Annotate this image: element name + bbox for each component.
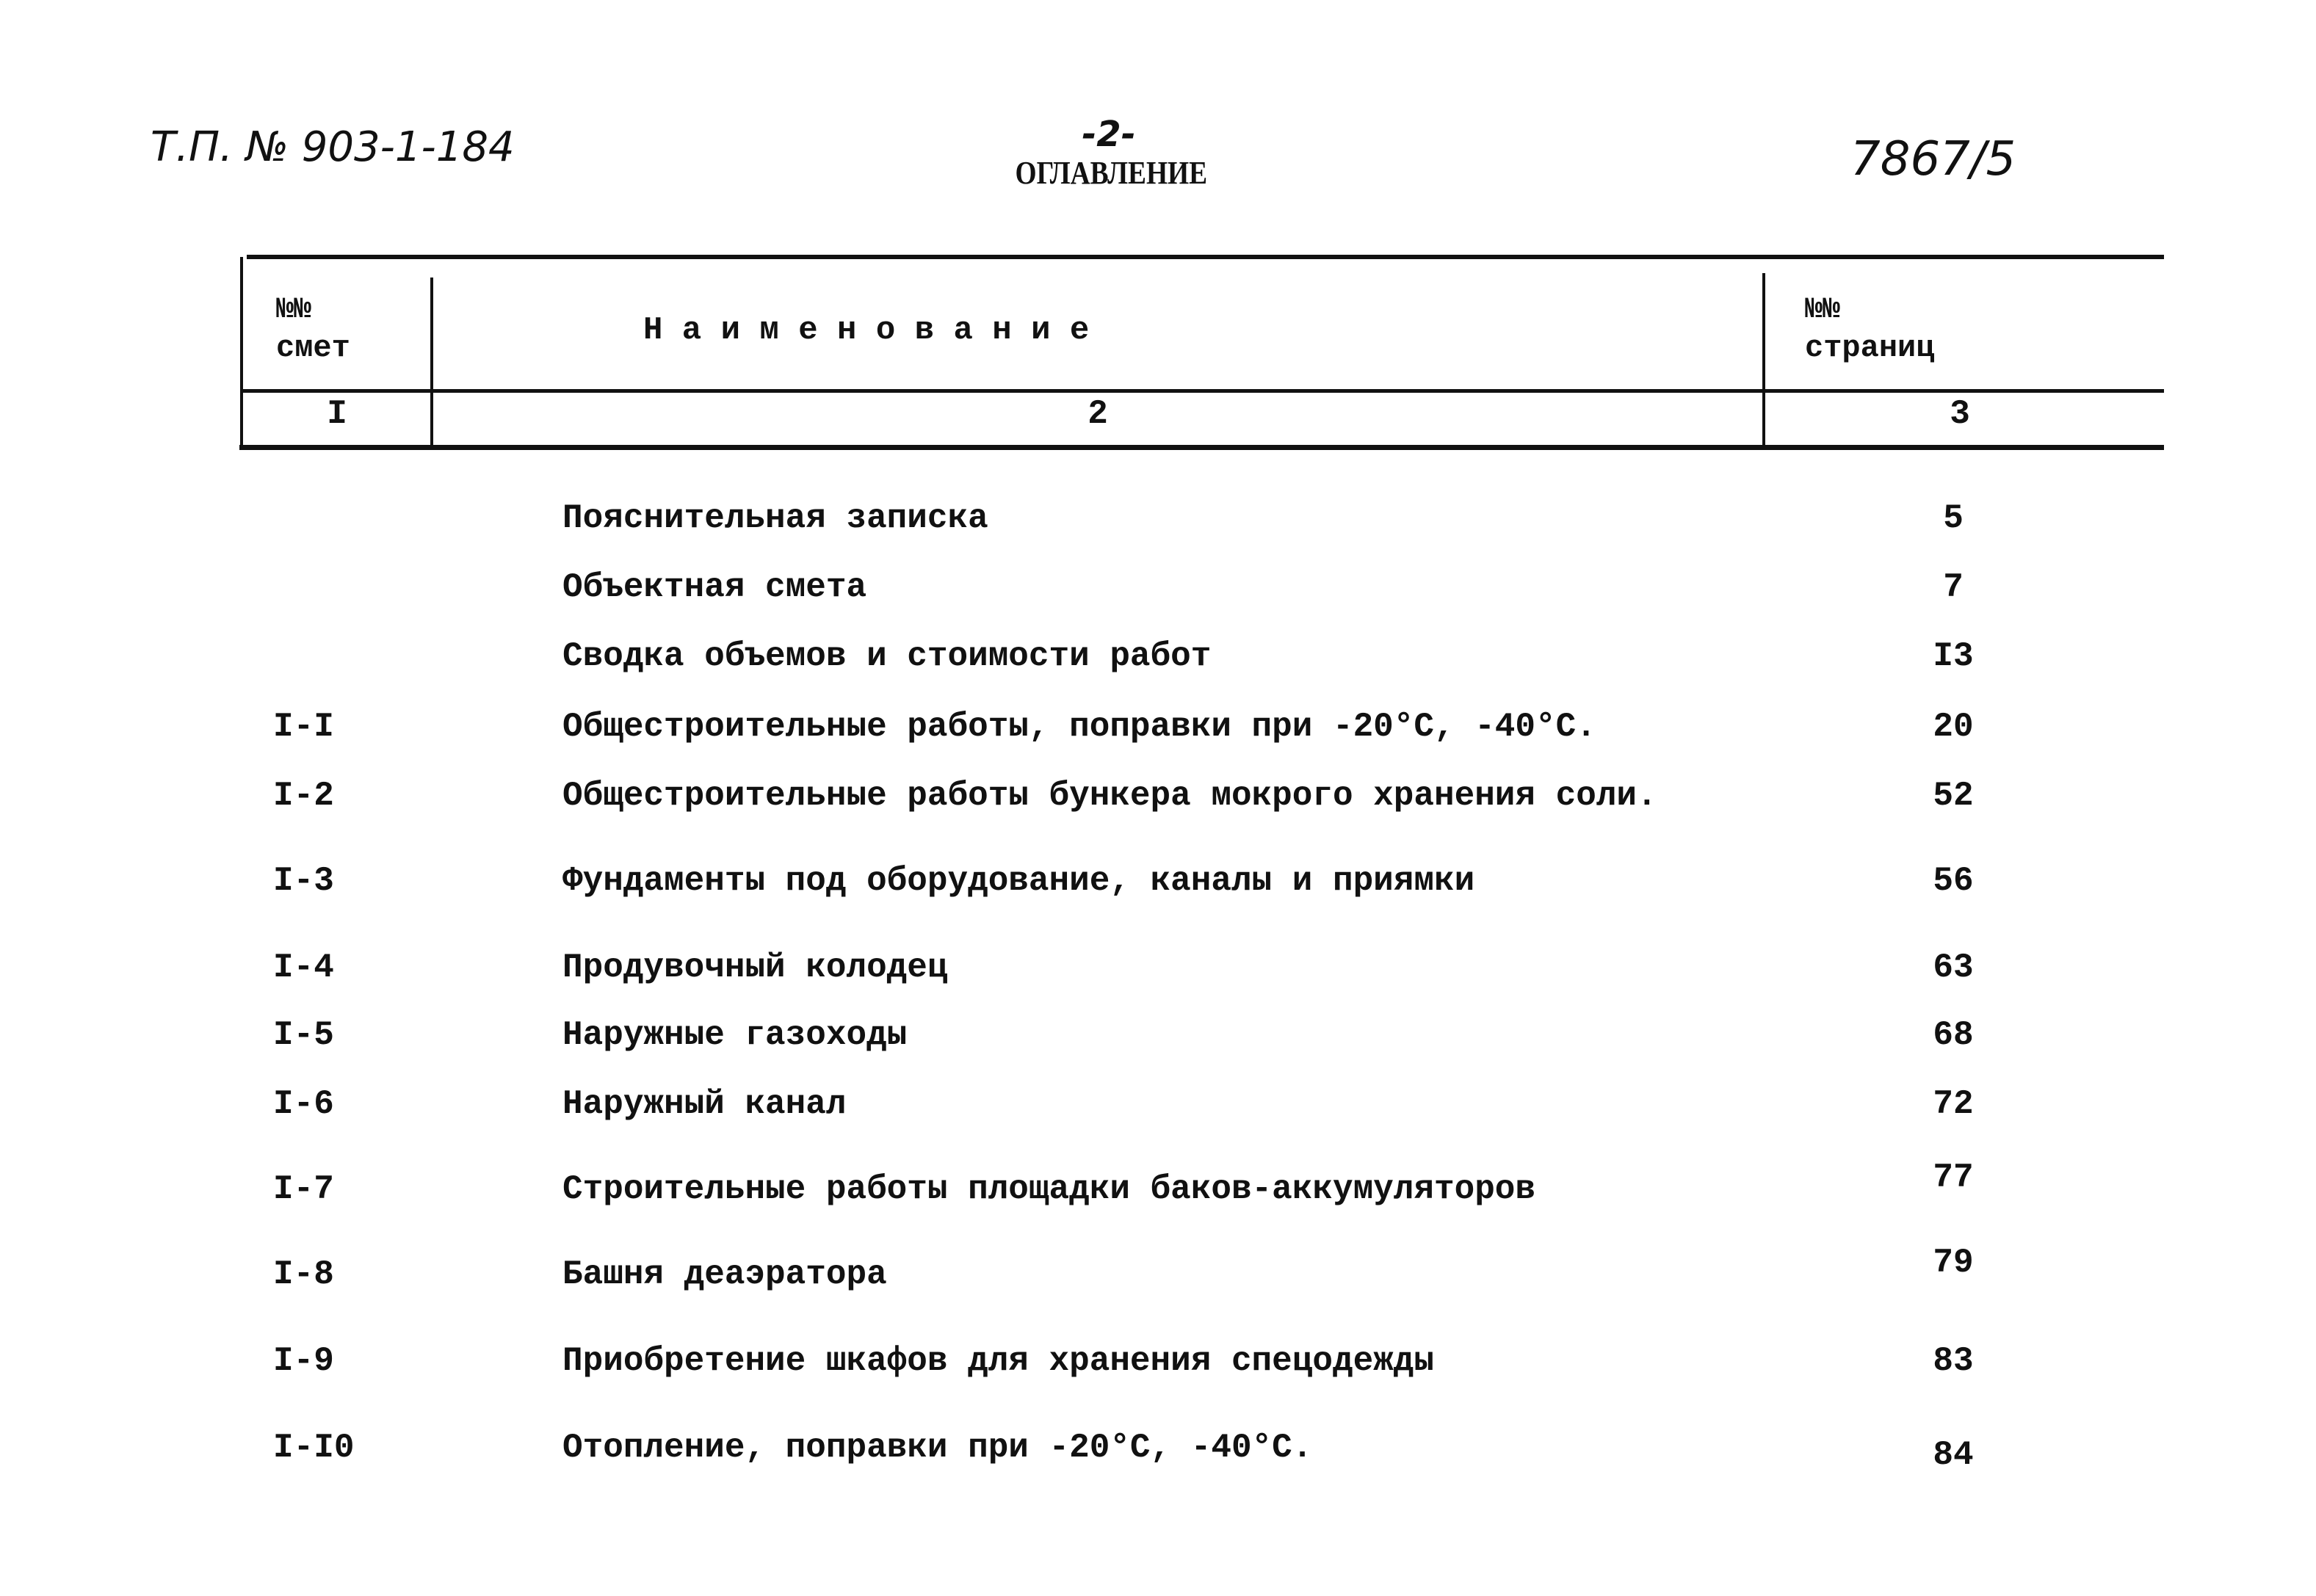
row-page: 77 <box>1933 1158 1974 1197</box>
row-name: Общестроительные работы, поправки при -20°C, -40°C. <box>562 708 1596 746</box>
column-index-3: 3 <box>1950 395 1970 433</box>
row-page: 84 <box>1933 1436 1974 1474</box>
row-page: 5 <box>1943 499 1964 537</box>
row-name: Наружные газоходы <box>562 1016 908 1054</box>
row-page: I3 <box>1933 637 1974 675</box>
row-page: 68 <box>1933 1016 1974 1054</box>
row-name: Строительные работы площадки баков-аккумуляторов <box>562 1170 1536 1208</box>
document-number: Т.П. № 903-1-184 <box>151 123 515 171</box>
row-name: Наружный канал <box>562 1085 847 1123</box>
row-code: I-8 <box>273 1255 334 1294</box>
row-code: I-4 <box>273 948 334 987</box>
row-page: 20 <box>1933 708 1974 746</box>
column-index-2: 2 <box>1088 395 1108 433</box>
column-header-name: Н а и м е н о в а н и е <box>643 312 1090 349</box>
row-code: I-I <box>273 708 334 746</box>
row-name: Башня деаэратора <box>562 1255 887 1294</box>
row-name: Сводка объемов и стоимости работ <box>562 637 1212 675</box>
column-index-1: I <box>327 395 347 433</box>
page-number: -2- <box>1082 114 1136 155</box>
row-code: I-I0 <box>273 1429 355 1467</box>
table-top-border <box>247 255 2164 259</box>
archive-number: 7867/5 <box>1850 132 2016 186</box>
row-page: 83 <box>1933 1342 1974 1380</box>
column-header-number: смет <box>276 330 350 366</box>
row-name: Отопление, поправки при -20°C, -40°C. <box>562 1429 1313 1467</box>
column-divider <box>1762 273 1765 449</box>
row-code: I-9 <box>273 1342 334 1380</box>
row-name: Объектная смета <box>562 568 867 606</box>
row-name: Продувочный колодец <box>562 948 948 987</box>
row-page: 79 <box>1933 1244 1974 1282</box>
row-page: 52 <box>1933 777 1974 815</box>
column-header-number-top: №№ <box>276 294 312 327</box>
row-code: I-7 <box>273 1170 334 1208</box>
column-header-pages-top: №№ <box>1805 294 1841 327</box>
row-name: Пояснительная записка <box>562 499 988 537</box>
row-code: I-5 <box>273 1016 334 1054</box>
page-title: ОГЛАВЛЕНИЕ <box>1015 155 1208 191</box>
row-code: I-2 <box>273 777 334 815</box>
row-page: 7 <box>1943 568 1964 606</box>
row-code: I-6 <box>273 1085 334 1123</box>
row-name: Общестроительные работы бункера мокрого хранения соли. <box>562 777 1657 815</box>
row-page: 72 <box>1933 1085 1974 1123</box>
header-bottom-border <box>239 445 2164 450</box>
row-name: Приобретение шкафов для хранения спецодежды <box>562 1342 1434 1380</box>
row-name: Фундаменты под оборудование, каналы и приямки <box>562 862 1475 900</box>
column-header-pages: страниц <box>1805 330 1935 366</box>
header-divider <box>242 389 2164 393</box>
row-code: I-3 <box>273 862 334 900</box>
row-page: 63 <box>1933 948 1974 987</box>
row-page: 56 <box>1933 862 1974 900</box>
